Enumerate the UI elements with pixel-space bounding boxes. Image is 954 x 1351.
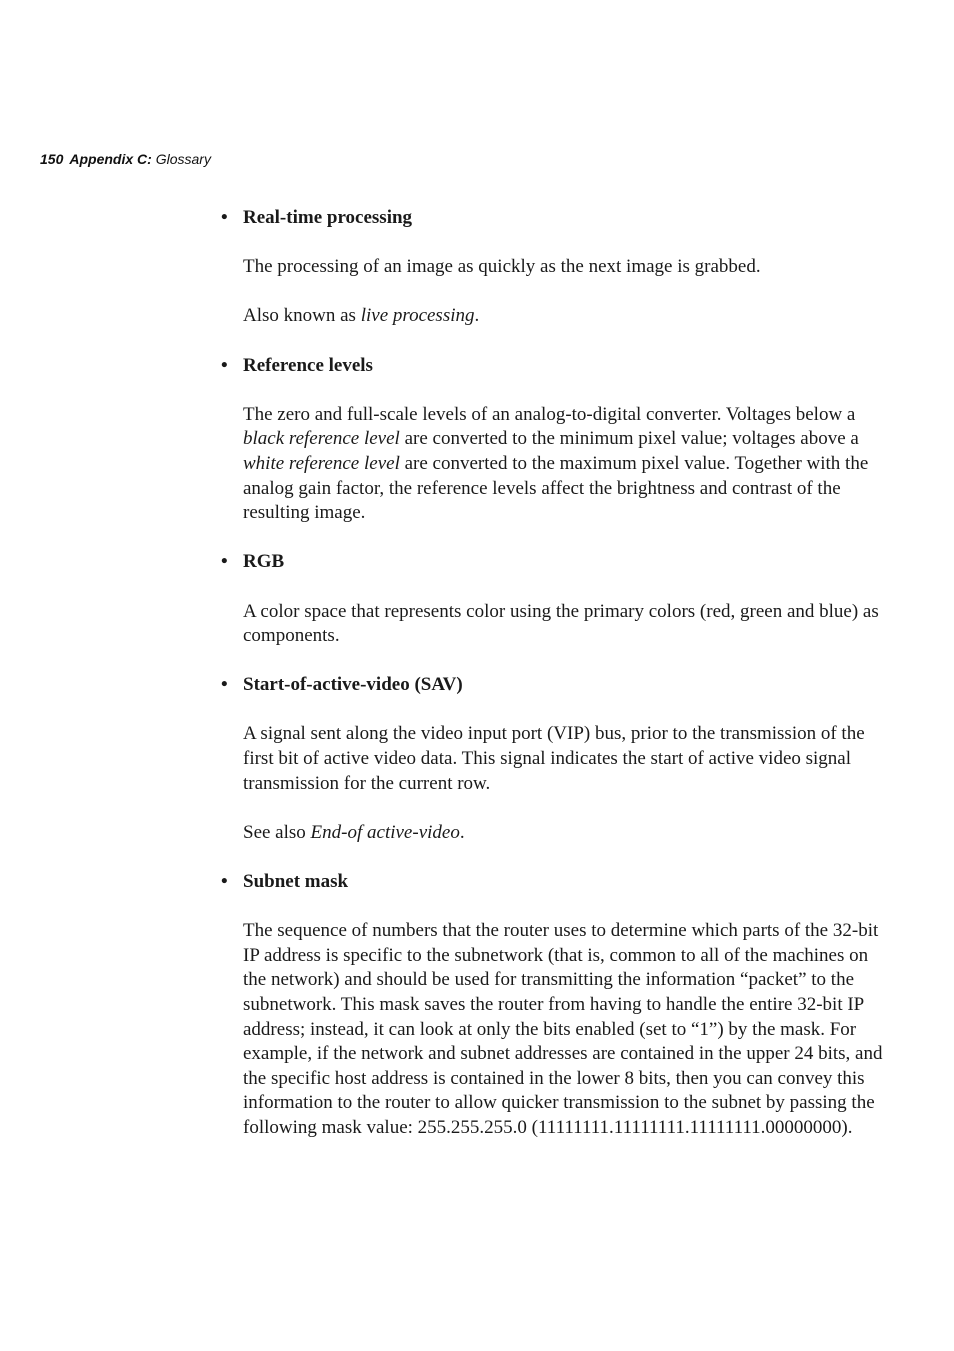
glossary-entry-sav — [221, 673, 888, 845]
glossary-body — [221, 206, 888, 1165]
glossary-entry-reference-levels — [221, 354, 888, 526]
definition-paragraph: See also End-of active-video. — [243, 821, 465, 843]
bullet-icon: • — [221, 207, 228, 228]
bullet-icon: • — [221, 674, 228, 696]
definition-paragraph: A color space that represents color using the primary colors (red, green and blue) as components. — [243, 600, 879, 647]
definition-paragraph: The processing of an image as quickly as the next image is grabbed. — [243, 256, 761, 278]
bullet-icon: • — [221, 354, 228, 376]
glossary-entry-rgb — [221, 550, 888, 648]
glossary-term: • RGB — [243, 550, 888, 575]
bullet-icon: • — [221, 551, 228, 573]
definition-paragraph: A signal sent along the video input port (VIP) bus, prior to the transmission of the first bit of active video data. This signal indicates the start of active video signal transmission for the current row. — [243, 723, 865, 794]
glossary-term: • Subnet mask — [243, 870, 888, 895]
glossary-entry-real-time-processing — [221, 206, 888, 329]
glossary-term: • Real-time processing — [243, 206, 888, 231]
definition-paragraph: The sequence of numbers that the router uses to determine which parts of the 32-bit IP address is specific to the subnetwork (that is, common to all of the machines on the network) and should be used for transmitting the information “packet” to the subnetwork. This mask saves the router from having to handle the entire 32-bit IP address; instead, it can look at only the bits enabled (set to “1”) by the mask. For example, if the network and subnet addresses are contained in the upper 24 bits, and the specific host address is contained in the lower 8 bits, then you can convey this information to the router to allow quicker transmission to the subnet by passing the following mask value: 255.255.255.0 (11111111.11111111.11111111.00000000). — [243, 920, 883, 1138]
definition-paragraph: The zero and full-scale levels of an analog-to-digital converter. Voltages below a black reference level are converted to the minimum pixel value; voltages above a white reference level are converted to the maximum pixel value. Together with the analog gain factor, the reference levels affect the brightness and contrast of the resulting image. — [243, 403, 869, 524]
bullet-icon: • — [221, 871, 228, 893]
glossary-term: • Start-of-active-video (SAV) — [243, 673, 888, 698]
glossary-term: • Reference levels — [243, 354, 888, 379]
glossary-entry-subnet-mask — [221, 870, 888, 1141]
running-header — [40, 151, 211, 167]
section-label: Glossary — [155, 151, 211, 167]
page-number: 150 — [40, 151, 64, 167]
definition-paragraph: Also known as live processing. — [243, 305, 480, 327]
chapter-label: Appendix C: — [69, 151, 152, 167]
